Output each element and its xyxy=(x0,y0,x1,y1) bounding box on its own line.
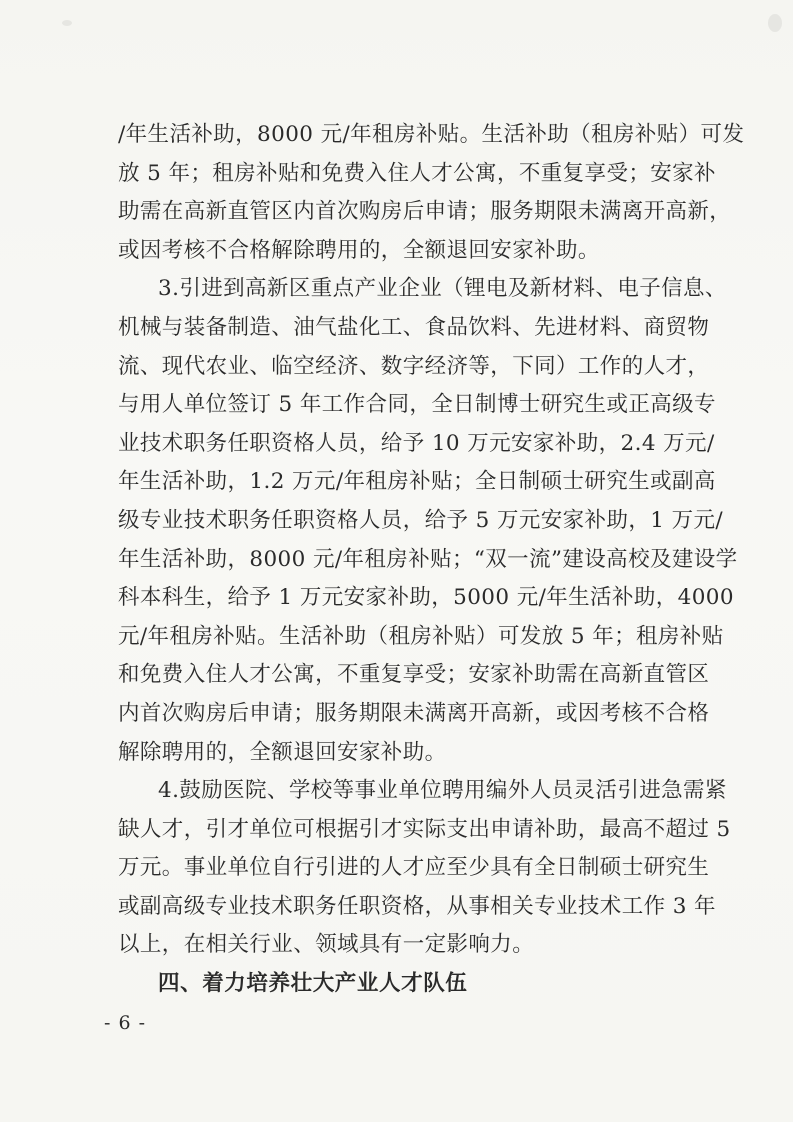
text-line: 3.引进到高新区重点产业企业（锂电及新材料、电子信息、 xyxy=(158,276,727,302)
page-number: - 6 - xyxy=(104,1012,147,1034)
text-line: 万元。事业单位自行引进的人才应至少具有全日制硕士研究生 xyxy=(118,855,710,881)
text-line: 与用人单位签订 5 年工作合同，全日制博士研究生或正高级专 xyxy=(118,392,716,418)
text-line: 解除聘用的，全额退回安家补助。 xyxy=(118,739,447,765)
text-line: 科本科生，给予 1 万元安家补助，5000 元/年生活补助，4000 xyxy=(118,585,734,611)
document-body xyxy=(118,116,745,1004)
text-line: 机械与装备制造、油气盐化工、食品饮料、先进材料、商贸物 xyxy=(118,314,710,340)
scan-artifact xyxy=(62,20,72,26)
scan-artifact xyxy=(768,14,782,32)
text-line: 或副高级专业技术职务任职资格，从事相关专业技术工作 3 年 xyxy=(118,893,716,919)
paragraph-continuation xyxy=(118,116,745,270)
text-line: 或因考核不合格解除聘用的，全额退回安家补助。 xyxy=(118,237,600,263)
text-line: 以上，在相关行业、领域具有一定影响力。 xyxy=(118,932,535,958)
text-line: 年生活补助，8000 元/年租房补贴；“双一流”建设高校及建设学 xyxy=(118,546,738,572)
text-line: 缺人才，引才单位可根据引才实际支出申请补助，最高不超过 5 xyxy=(118,816,731,842)
text-line: 年生活补助，1.2 万元/年租房补贴；全日制硕士研究生或副高 xyxy=(118,469,716,495)
text-line: 和免费入住人才公寓，不重复享受；安家补助需在高新直管区 xyxy=(118,662,710,688)
text-line: 助需在高新直管区内首次购房后申请；服务期限未满离开高新， xyxy=(118,199,732,225)
text-line: 元/年租房补贴。生活补助（租房补贴）可发放 5 年；租房补贴 xyxy=(118,623,724,649)
text-line: /年生活补助，8000 元/年租房补贴。生活补助（租房补贴）可发 xyxy=(118,122,745,147)
section-heading: 四、着力培养壮大产业人才队伍 xyxy=(158,971,468,997)
text-line: 业技术职务任职资格人员，给予 10 万元安家补助，2.4 万元/ xyxy=(118,430,715,456)
text-line: 放 5 年；租房补贴和免费入住人才公寓，不重复享受；安家补 xyxy=(118,160,716,186)
paragraph-item-4 xyxy=(118,772,731,965)
text-line: 流、现代农业、临空经济、数字经济等，下同）工作的人才， xyxy=(118,353,710,379)
text-line: 级专业技术职务任职资格人员，给予 5 万元安家补助，1 万元/ xyxy=(118,507,724,533)
paragraph-item-3 xyxy=(118,270,738,772)
text-line: 4.鼓励医院、学校等事业单位聘用编外人员灵活引进急需紧 xyxy=(158,778,727,804)
text-line: 内首次购房后申请；服务期限未满离开高新，或因考核不合格 xyxy=(118,700,710,726)
